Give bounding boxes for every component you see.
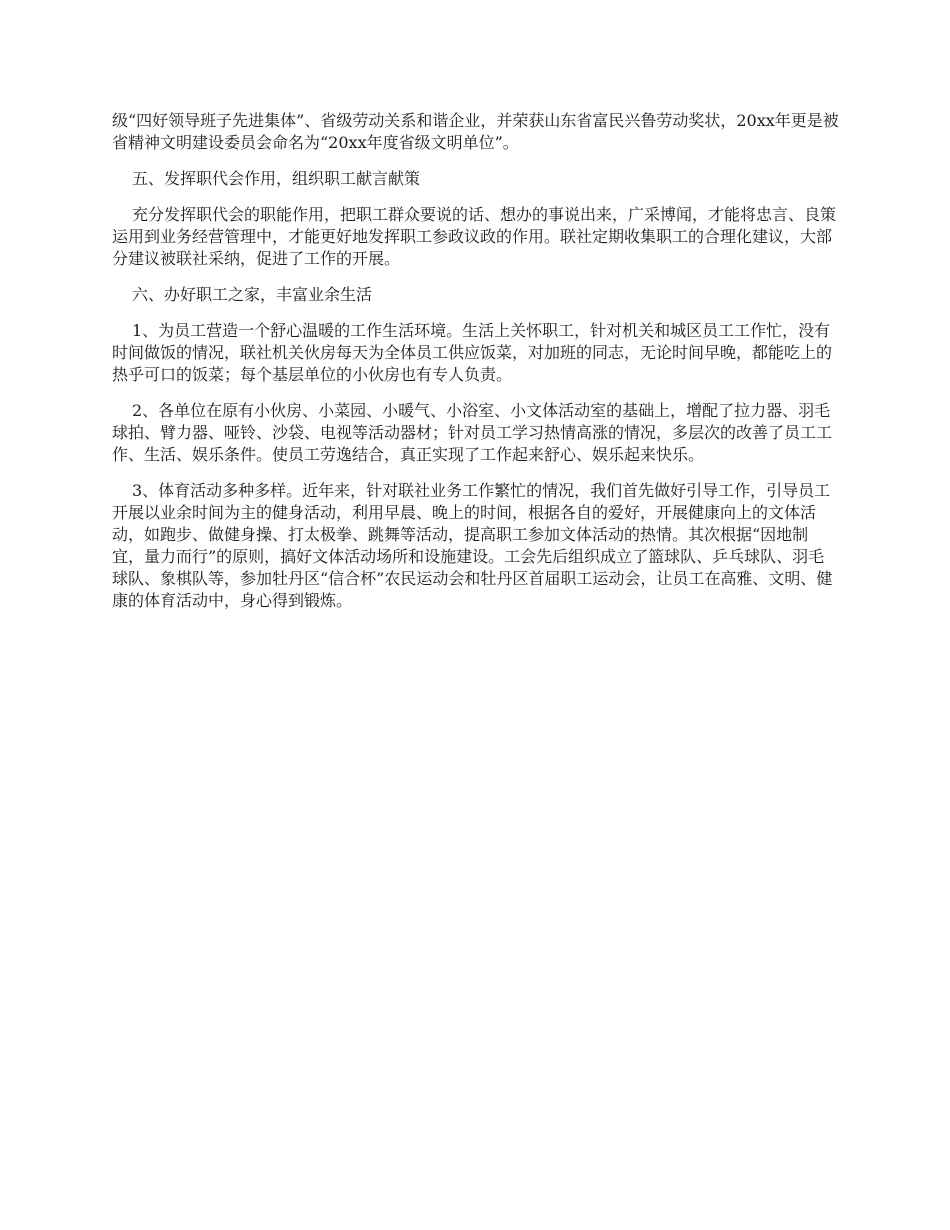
paragraph-item-2: 2、各单位在原有小伙房、小菜园、小暖气、小浴室、小文体活动室的基础上，增配了拉力器、羽毛球拍、臂力器、哑铃、沙袋、电视等活动器材；针对员工学习热情高涨的情况，多层次的改善了员工工作、生活、娱乐条件。使员工劳逸结合，真正实现了工作起来舒心、娱乐起来快乐。 — [112, 401, 833, 464]
section-heading-5: 五、发挥职代会作用，组织职工献言献策 — [132, 169, 421, 188]
paragraph-item-1: 1、为员工营造一个舒心温暖的工作生活环境。生活上关怀职工，针对机关和城区员工工作忙，没有时间做饭的情况，联社机关伙房每天为全体员工供应饭菜，对加班的同志，无论时间早晚，都能吃上的热乎可口的饭菜；每个基层单位的小伙房也有专人负责。 — [112, 321, 833, 384]
document-page — [112, 110, 840, 612]
paragraph-section-5: 充分发挥职代会的职能作用，把职工群众要说的话、想办的事说出来，广采博闻，才能将忠言、良策运用到业务经营管理中，才能更好地发挥职工参政议政的作用。联社定期收集职工的合理化建议，大部分建议被联社采纳，促进了工作的开展。 — [112, 205, 837, 268]
section-heading-6: 六、办好职工之家，丰富业余生活 — [132, 285, 373, 304]
paragraph-continuation: 级“四好领导班子先进集体”、省级劳动关系和谐企业，并荣获山东省富民兴鲁劳动奖状，20xx年更是被省精神文明建设委员会命名为“20xx年度省级文明单位”。 — [112, 111, 839, 152]
paragraph-item-3: 3、体育活动多种多样。近年来，针对联社业务工作繁忙的情况，我们首先做好引导工作，引导员工开展以业余时间为主的健身活动，利用早晨、晚上的时间，根据各自的爱好，开展健康向上的文体活动，如跑步、做健身操、打太极拳、跳舞等活动，提高职工参加文体活动的热情。其次根据“因地制宜，量力而行”的原则，搞好文体活动场所和设施建设。工会先后组织成立了篮球队、乒乓球队、羽毛球队、象棋队等，参加牡丹区“信合杯”农民运动会和牡丹区首届职工运动会，让员工在高雅、文明、健康的体育活动中，身心得到锻炼。 — [112, 481, 833, 610]
